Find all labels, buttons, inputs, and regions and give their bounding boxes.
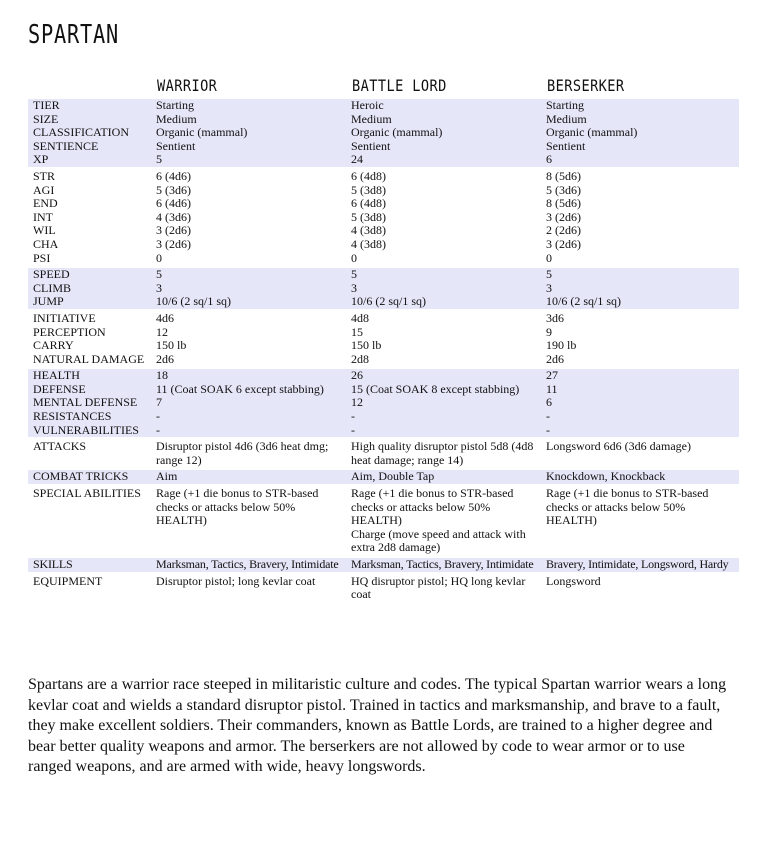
- stat-value: 6: [546, 152, 552, 167]
- description-paragraph: Spartans are a warrior race steeped in militaristic culture and codes. The typical Spartan warrior wears a long kevlar coat and wields a standard disruptor pistol. Trained in tactics and marksmanship, and brave to a fault, they make excellent soldiers. Their commanders, known as Battle Lords, are trained to a higher degree and bear better quality weapons and armor. The berserkers are not allowed by code to wear armor or to use ranged weapons, and are armed with wide, heavy longswords.: [28, 676, 727, 776]
- stat-value-cell-warrior: [152, 99, 347, 167]
- stat-label: NATURAL DAMAGE: [33, 351, 145, 366]
- stat-value: 0: [156, 250, 162, 265]
- stat-label-cell: [28, 369, 152, 437]
- stat-label: END: [33, 196, 58, 211]
- stat-value-cell-berserker: [542, 369, 739, 437]
- stat-value-cell-berserker: [542, 487, 739, 555]
- stat-value: -: [156, 409, 160, 424]
- stat-value: 24: [351, 152, 363, 167]
- stat-value: 3d6: [546, 310, 564, 325]
- stat-value: -: [156, 422, 160, 437]
- stat-label-cell: [28, 575, 152, 602]
- stat-value: 2d8: [351, 351, 369, 366]
- stat-value: 150 lb: [351, 338, 382, 353]
- stat-row: [28, 572, 739, 602]
- stat-value: 8 (5d6): [546, 168, 581, 183]
- stat-value: Aim: [156, 469, 178, 484]
- stat-value: -: [546, 422, 550, 437]
- stat-label: PERCEPTION: [33, 324, 106, 339]
- stat-value: -: [351, 409, 355, 424]
- stat-value: Marksman, Tactics, Bravery, Intimidate: [156, 557, 339, 571]
- stat-value-cell-berserker: [542, 440, 739, 467]
- stat-label: CLASSIFICATION: [33, 125, 130, 140]
- stat-value: 0: [546, 250, 552, 265]
- stat-table: [28, 99, 739, 602]
- stat-value-cell-warrior: [152, 170, 347, 265]
- stat-value-cell-battle-lord: [347, 312, 542, 366]
- page-title: SPARTAN: [28, 20, 119, 50]
- stat-value: High quality disruptor pistol 5d8 (4d8 heat damage; range 14): [351, 439, 534, 467]
- stat-label-cell: [28, 470, 152, 484]
- stat-value: 26: [351, 368, 363, 383]
- stat-value: 3: [156, 280, 162, 295]
- stat-value: 6 (4d8): [351, 168, 386, 183]
- stat-value: 3: [546, 280, 552, 295]
- stat-value-cell-warrior: [152, 487, 347, 555]
- stat-value: 4d6: [156, 310, 174, 325]
- stat-value: 190 lb: [546, 338, 577, 353]
- stat-value: Organic (mammal): [546, 125, 638, 140]
- stat-value-cell-warrior: [152, 575, 347, 602]
- stat-label: XP: [33, 152, 49, 167]
- stat-value: 11 (Coat SOAK 6 except stabbing): [156, 381, 324, 396]
- stat-value-cell-warrior: [152, 440, 347, 467]
- stat-value: 4 (3d6): [156, 209, 191, 224]
- stat-row: [28, 366, 739, 437]
- stat-label: MENTAL DEFENSE: [33, 395, 138, 410]
- stat-value-cell-battle-lord: [347, 470, 542, 484]
- stat-value: -: [546, 409, 550, 424]
- stat-label: SPEED: [33, 267, 70, 282]
- stat-row: [28, 484, 739, 555]
- stat-label-cell: [28, 99, 152, 167]
- stat-value-cell-battle-lord: [347, 170, 542, 265]
- stat-value: 15: [351, 324, 363, 339]
- stat-value: 4d8: [351, 310, 369, 325]
- stat-value: 10/6 (2 sq/1 sq): [351, 294, 426, 309]
- stat-value-cell-berserker: [542, 470, 739, 484]
- stat-value: Disruptor pistol 4d6 (3d6 heat dmg; range 12): [156, 439, 329, 467]
- stat-label: CARRY: [33, 338, 74, 353]
- stat-label: RESISTANCES: [33, 409, 112, 424]
- stat-value: Rage (+1 die bonus to STR-based checks or attacks below 50% HEALTH): [156, 486, 319, 528]
- stat-label: COMBAT TRICKS: [33, 469, 129, 484]
- stat-value: Disruptor pistol; long kevlar coat: [156, 573, 316, 588]
- stat-value: 4 (3d8): [351, 236, 386, 251]
- stat-label: SKILLS: [33, 557, 73, 571]
- column-header-warrior: WARRIOR: [157, 76, 218, 95]
- stat-value-cell-berserker: [542, 170, 739, 265]
- stat-value: 6 (4d6): [156, 168, 191, 183]
- stat-label: AGI: [33, 182, 55, 197]
- stat-value: Medium: [156, 111, 197, 126]
- stat-value: Charge (move speed and attack with extra 2d8 damage): [351, 526, 526, 555]
- stat-label: CLIMB: [33, 280, 72, 295]
- stat-label: VULNERABILITIES: [33, 422, 139, 437]
- stat-row: [28, 265, 739, 309]
- stat-value: Rage (+1 die bonus to STR-based checks or attacks below 50% HEALTH): [351, 486, 514, 528]
- stat-value: 3 (2d6): [546, 209, 581, 224]
- stat-value: 2d6: [546, 351, 564, 366]
- stat-label-cell: [28, 558, 152, 572]
- stat-value: Knockdown, Knockback: [546, 469, 666, 484]
- stat-label-cell: [28, 268, 152, 309]
- stat-value: 5 (3d8): [351, 209, 386, 224]
- stat-value-cell-warrior: [152, 312, 347, 366]
- stat-label: STR: [33, 168, 56, 183]
- stat-value-cell-berserker: [542, 312, 739, 366]
- stat-value: 6: [546, 395, 552, 410]
- stat-value: 10/6 (2 sq/1 sq): [156, 294, 231, 309]
- stat-value-cell-warrior: [152, 268, 347, 309]
- stat-value-cell-battle-lord: [347, 99, 542, 167]
- stat-value: Longsword: [546, 573, 601, 588]
- stat-value-cell-warrior: [152, 369, 347, 437]
- stat-value-cell-battle-lord: [347, 369, 542, 437]
- stat-value: Organic (mammal): [351, 125, 443, 140]
- stat-value: 27: [546, 368, 558, 383]
- stat-label-cell: [28, 312, 152, 366]
- stat-value-cell-berserker: [542, 99, 739, 167]
- stat-value: 5: [546, 267, 552, 282]
- stat-row: [28, 167, 739, 265]
- stat-row: [28, 555, 739, 572]
- stat-value: Sentient: [156, 138, 196, 153]
- stat-label: HEALTH: [33, 368, 80, 383]
- stat-label: DEFENSE: [33, 381, 86, 396]
- stat-value: 9: [546, 324, 552, 339]
- stat-label: SIZE: [33, 111, 59, 126]
- stat-value: 150 lb: [156, 338, 187, 353]
- stat-value-cell-warrior: [152, 470, 347, 484]
- stat-row: [28, 437, 739, 467]
- stat-value: HQ disruptor pistol; HQ long kevlar coat: [351, 573, 526, 602]
- stat-row: [28, 467, 739, 484]
- column-header-battle-lord: BATTLE LORD: [352, 76, 447, 95]
- stat-value: Aim, Double Tap: [351, 469, 435, 484]
- stat-value: 5: [351, 267, 357, 282]
- stat-label: INITIATIVE: [33, 310, 96, 325]
- stat-value: Medium: [351, 111, 392, 126]
- stat-value: Medium: [546, 111, 587, 126]
- stat-value: 3 (2d6): [156, 223, 191, 238]
- stat-value-cell-battle-lord: [347, 575, 542, 602]
- stat-value: 8 (5d6): [546, 196, 581, 211]
- stat-value: Rage (+1 die bonus to STR-based checks or attacks below 50% HEALTH): [546, 486, 709, 528]
- stat-value-cell-battle-lord: [347, 487, 542, 555]
- stat-value: 10/6 (2 sq/1 sq): [546, 294, 621, 309]
- stat-label: CHA: [33, 236, 59, 251]
- stat-label: JUMP: [33, 294, 64, 309]
- stat-value: 5: [156, 152, 162, 167]
- stat-value: 2 (2d6): [546, 223, 581, 238]
- stat-value: Longsword 6d6 (3d6 damage): [546, 439, 691, 454]
- stat-value: 18: [156, 368, 168, 383]
- stat-value: 5 (3d6): [546, 182, 581, 197]
- stat-label: TIER: [33, 98, 60, 112]
- stat-value-cell-battle-lord: [347, 558, 542, 572]
- stat-value-cell-berserker: [542, 268, 739, 309]
- stat-label: EQUIPMENT: [33, 573, 103, 588]
- stat-value: 12: [156, 324, 168, 339]
- stat-value: 11: [546, 381, 558, 396]
- stat-value: Organic (mammal): [156, 125, 248, 140]
- stat-value-cell-berserker: [542, 575, 739, 602]
- stat-value: Heroic: [351, 98, 384, 112]
- stat-value: 12: [351, 395, 363, 410]
- stat-label: PSI: [33, 250, 51, 265]
- stat-row: [28, 99, 739, 167]
- stat-value-cell-warrior: [152, 558, 347, 572]
- stat-value: Starting: [156, 98, 194, 112]
- stat-value: 5: [156, 267, 162, 282]
- stat-value: Marksman, Tactics, Bravery, Intimidate: [351, 557, 534, 571]
- stat-value: 2d6: [156, 351, 174, 366]
- stat-label: INT: [33, 209, 53, 224]
- stat-value: Starting: [546, 98, 584, 112]
- stat-label: SENTIENCE: [33, 138, 99, 153]
- stat-value-cell-battle-lord: [347, 268, 542, 309]
- stat-value: 0: [351, 250, 357, 265]
- stat-value: 3 (2d6): [546, 236, 581, 251]
- stat-value: 6 (4d8): [351, 196, 386, 211]
- stat-label-cell: [28, 440, 152, 467]
- stat-value: 5 (3d6): [156, 182, 191, 197]
- stat-row: [28, 309, 739, 366]
- stat-value: 3 (2d6): [156, 236, 191, 251]
- stat-value: 4 (3d8): [351, 223, 386, 238]
- stat-value: Bravery, Intimidate, Longsword, Hardy: [546, 557, 729, 571]
- stat-value: 3: [351, 280, 357, 295]
- stat-value: Sentient: [351, 138, 391, 153]
- stat-value: 5 (3d8): [351, 182, 386, 197]
- stat-label: WIL: [33, 223, 56, 238]
- stat-label: ATTACKS: [33, 439, 87, 454]
- stat-label-cell: [28, 487, 152, 555]
- column-header-berserker: BERSERKER: [547, 76, 625, 95]
- stat-value-cell-berserker: [542, 558, 739, 572]
- stat-value: Sentient: [546, 138, 586, 153]
- stat-value: 7: [156, 395, 162, 410]
- stat-label: SPECIAL ABILITIES: [33, 486, 141, 501]
- stat-value-cell-battle-lord: [347, 440, 542, 467]
- stat-value: 6 (4d6): [156, 196, 191, 211]
- stat-label-cell: [28, 170, 152, 265]
- stat-value: -: [351, 422, 355, 437]
- stat-value: 15 (Coat SOAK 8 except stabbing): [351, 381, 520, 396]
